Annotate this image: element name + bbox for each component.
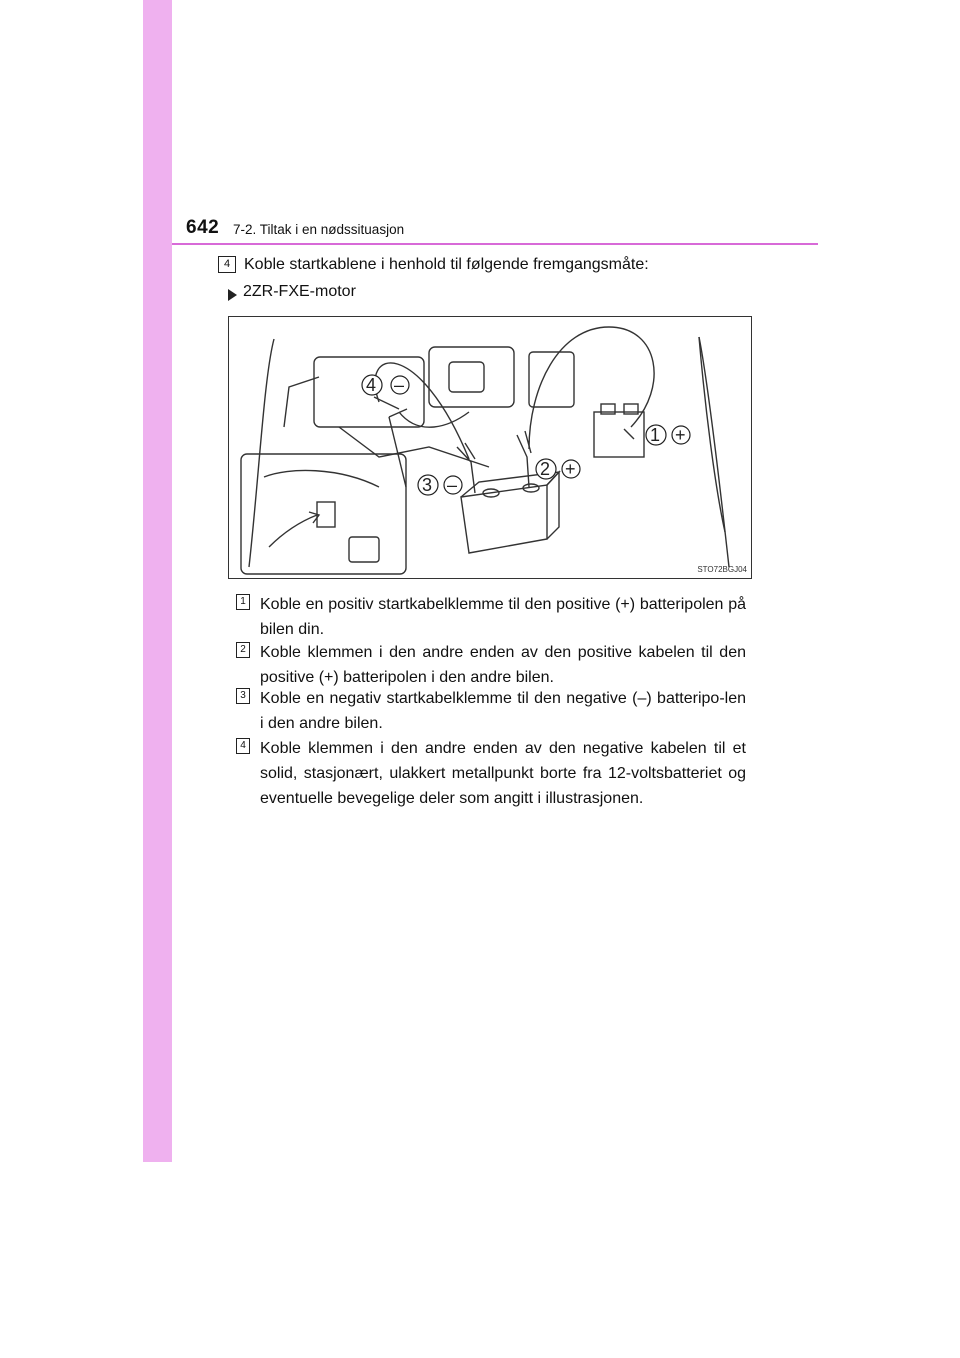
instruction-text: Koble klemmen i den andre enden av den negative kabelen til et solid, stasjonært, ulakkert metallpunkt borte fra 12-voltsbatteriet og eventuelle bevegelige deler som angitt i illustrasjonen. (260, 740, 746, 807)
step-text: Koble startkablene i henhold til følgende fremgangsmåte: (244, 256, 649, 273)
step-number-badge: 4 (218, 256, 236, 273)
section-title: 7-2. Tiltak i en nødssituasjon (233, 222, 405, 237)
instruction-number: 4 (236, 738, 250, 754)
callout-1-sign: + (675, 425, 686, 445)
page-number: 642 (186, 217, 220, 238)
instruction-text: Koble klemmen i den andre enden av den positive kabelen til den positive (+) batteripolen i den andre bilen. (260, 644, 746, 686)
callout-2-number: 2 (540, 459, 551, 479)
callout-3-sign: – (447, 475, 458, 495)
instruction-number: 2 (236, 642, 250, 658)
callout-2-sign: + (565, 459, 576, 479)
instruction-text: Koble en positiv startkabelklemme til den positive (+) batteripolen på bilen din. (260, 596, 746, 638)
engine-subheading: 2ZR-FXE-motor (243, 283, 356, 300)
header-divider (172, 243, 818, 245)
callout-3-number: 3 (422, 475, 433, 495)
callout-4-sign: – (394, 375, 405, 395)
instruction-text: Koble en negativ startkabelklemme til den negative (–) batteripo-len i den andre bilen. (260, 690, 746, 732)
side-color-bar (143, 0, 172, 1162)
triangle-bullet-icon (228, 289, 237, 301)
callout-4-number: 4 (366, 375, 377, 395)
figure-code: STO72BGJ04 (697, 565, 747, 574)
instruction-number: 1 (236, 594, 250, 610)
jump-start-illustration (228, 316, 752, 579)
engine-bay-drawing (229, 317, 751, 578)
instruction-number: 3 (236, 688, 250, 704)
callout-1-number: 1 (650, 425, 661, 445)
